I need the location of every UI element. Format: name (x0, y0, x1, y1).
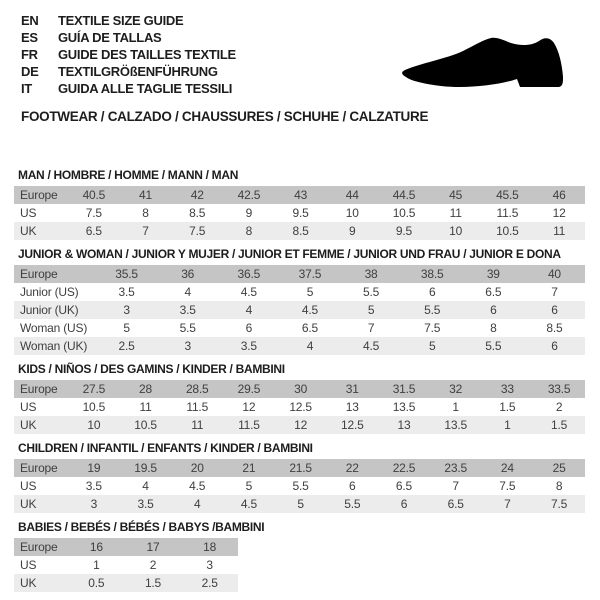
size-value: 7 (142, 224, 149, 238)
size-value: 39 (486, 267, 500, 281)
size-value: 42 (190, 188, 204, 202)
language-title: TEXTILE SIZE GUIDE (58, 13, 184, 28)
size-value: 40 (547, 267, 561, 281)
table-row (14, 283, 585, 301)
size-value: 17 (146, 540, 160, 554)
size-value: 45 (449, 188, 463, 202)
size-value: 4.5 (240, 497, 257, 511)
size-value: 5.5 (179, 321, 196, 335)
size-value: 37.5 (298, 267, 322, 281)
size-value: 3.5 (118, 285, 135, 299)
size-value: 10.5 (82, 400, 106, 414)
table-row (14, 319, 585, 337)
size-table (14, 186, 585, 240)
table-row (14, 416, 585, 434)
size-value: 4 (193, 497, 201, 511)
size-value: 3 (184, 339, 191, 353)
size-value: 8.5 (189, 206, 206, 220)
size-value: 16 (89, 540, 103, 554)
size-table (14, 380, 585, 434)
size-value: 4 (142, 479, 149, 493)
size-value: 7 (551, 285, 558, 299)
size-value: 8.5 (292, 224, 309, 238)
size-value: 5.5 (363, 285, 380, 299)
row-label: Europe (20, 382, 58, 396)
size-value: 30 (294, 382, 308, 396)
size-value: 42.5 (237, 188, 261, 202)
size-value: 9 (349, 224, 356, 238)
size-value: 22 (345, 461, 359, 475)
size-value: 6 (400, 497, 408, 511)
size-value: 7.5 (85, 206, 102, 220)
size-table (14, 459, 585, 513)
size-value: 35.5 (115, 267, 138, 281)
size-value: 6.5 (447, 497, 464, 511)
table-row (14, 459, 585, 477)
size-value: 6 (551, 303, 558, 317)
row-label: Junior (US) (20, 285, 79, 299)
row-label: Junior (UK) (20, 303, 79, 317)
size-value: 44.5 (392, 188, 416, 202)
category-line: FOOTWEAR / CALZADO / CHAUSSURES / SCHUHE / CALZATURE (21, 109, 429, 124)
size-value: 4.5 (363, 339, 380, 353)
size-value: 7.5 (551, 497, 568, 511)
size-value: 40.5 (82, 188, 106, 202)
size-value: 12.5 (341, 418, 364, 432)
table-row (14, 204, 585, 222)
size-value: 11 (449, 206, 462, 220)
language-title: GUÍA DE TALLAS (58, 30, 162, 45)
table-row (14, 477, 585, 495)
size-value: 3 (90, 497, 98, 511)
size-table-section (14, 521, 585, 592)
size-value: 5.5 (292, 479, 309, 493)
size-value: 5 (297, 497, 304, 511)
size-value: 6.5 (485, 285, 502, 299)
size-value: 19.5 (134, 461, 157, 475)
size-value: 19 (87, 461, 101, 475)
language-title: GUIDA ALLE TAGLIE TESSILI (58, 81, 233, 96)
table-row (14, 186, 585, 204)
table-row (14, 380, 585, 398)
size-value: 9.5 (292, 206, 309, 220)
size-value: 45.5 (496, 188, 519, 202)
size-value: 5 (306, 285, 314, 299)
table-title: MAN / HOMBRE / HOMME / MANN / MAN (18, 168, 239, 182)
table-row (14, 495, 585, 513)
size-value: 2 (555, 400, 563, 414)
size-value: 8 (142, 206, 149, 220)
size-value: 9.5 (395, 224, 413, 238)
size-value: 10.5 (134, 418, 157, 432)
size-value: 41 (139, 188, 152, 202)
table-title: BABIES / BEBÉS / BÉBÉS / BABYS /BAMBINI (18, 520, 265, 534)
size-value: 5.5 (485, 339, 502, 353)
size-value: 44 (345, 188, 359, 202)
size-value: 5.5 (424, 303, 441, 317)
size-value: 31.5 (392, 382, 416, 396)
row-label: US (20, 558, 37, 572)
size-value: 7 (367, 321, 375, 335)
size-value: 2 (149, 558, 157, 572)
table-title: JUNIOR & WOMAN / JUNIOR Y MUJER / JUNIOR ET FEMME / JUNIOR UND FRAU / JUNIOR E DONA (18, 247, 561, 261)
size-value: 3.5 (85, 479, 102, 493)
size-value: 11.5 (496, 206, 519, 220)
size-value: 8 (245, 224, 253, 238)
language-code: DE (21, 64, 39, 79)
size-value: 7 (452, 479, 459, 493)
size-value: 31 (345, 382, 359, 396)
row-label: UK (20, 497, 37, 511)
size-value: 11.5 (186, 400, 209, 414)
size-value: 3 (123, 303, 130, 317)
size-value: 10 (87, 418, 101, 432)
table-row (14, 398, 585, 416)
size-value: 1.5 (551, 418, 568, 432)
row-label: US (20, 400, 37, 414)
size-value: 27.5 (82, 382, 106, 396)
size-table-section (14, 248, 585, 355)
size-value: 7 (504, 497, 511, 511)
size-value: 36.5 (237, 267, 261, 281)
size-value: 1.5 (144, 576, 162, 590)
row-label: Woman (UK) (20, 339, 88, 353)
size-value: 38.5 (420, 267, 444, 281)
size-table (14, 265, 585, 355)
size-value: 4 (245, 303, 253, 317)
size-value: 4.5 (240, 285, 257, 299)
table-row (14, 574, 238, 592)
row-label: Europe (20, 267, 58, 281)
size-value: 46 (552, 188, 566, 202)
size-value: 32 (449, 382, 463, 396)
size-value: 18 (203, 540, 217, 554)
size-value: 33.5 (547, 382, 571, 396)
size-value: 21.5 (289, 461, 312, 475)
size-value: 11.5 (238, 418, 260, 432)
size-value: 4 (184, 285, 191, 299)
size-value: 7.5 (189, 224, 206, 238)
size-value: 6 (490, 303, 497, 317)
size-value: 1 (504, 418, 511, 432)
table-row (14, 301, 585, 319)
size-value: 7.5 (424, 321, 441, 335)
size-value: 13 (397, 418, 411, 432)
size-value: 3.5 (137, 497, 154, 511)
size-value: 10 (449, 224, 463, 238)
table-row (14, 222, 585, 240)
size-value: 29.5 (237, 382, 261, 396)
size-value: 6.5 (301, 321, 318, 335)
size-value: 2.5 (118, 339, 135, 353)
size-table-section (14, 363, 585, 434)
size-value: 4.5 (301, 303, 318, 317)
size-value: 9 (245, 206, 253, 220)
language-title: TEXTILGRÖßENFÜHRUNG (58, 64, 218, 79)
table-row (14, 337, 585, 355)
size-value: 21 (242, 461, 256, 475)
size-value: 12 (242, 400, 256, 414)
language-code: EN (21, 13, 39, 28)
size-value: 6 (245, 321, 253, 335)
language-code: FR (21, 47, 38, 62)
size-value: 11 (553, 224, 566, 238)
size-value: 4 (306, 339, 314, 353)
language-row-en (21, 12, 585, 29)
size-value: 11 (139, 400, 152, 414)
size-table (14, 538, 238, 592)
size-value: 13.5 (392, 400, 416, 414)
size-value: 1.5 (499, 400, 516, 414)
guide-header (14, 0, 585, 124)
size-value: 6.5 (395, 479, 413, 493)
table-row (14, 265, 585, 283)
language-code: IT (21, 81, 32, 96)
language-title: GUIDE DES TAILLES TEXTILE (58, 47, 236, 62)
size-value: 12 (294, 418, 308, 432)
size-value: 6.5 (85, 224, 102, 238)
size-value: 5 (428, 339, 436, 353)
size-value: 5 (245, 479, 253, 493)
size-value: 3 (206, 558, 213, 572)
size-value: 20 (190, 461, 204, 475)
size-value: 8 (555, 479, 563, 493)
size-value: 5 (367, 303, 375, 317)
language-code: ES (21, 30, 38, 45)
row-label: UK (20, 576, 37, 590)
size-value: 1 (93, 558, 100, 572)
size-value: 10.5 (496, 224, 519, 238)
size-value: 2.5 (201, 576, 218, 590)
size-value: 1 (452, 400, 459, 414)
row-label: UK (20, 224, 37, 238)
size-value: 8 (490, 321, 497, 335)
size-value: 36 (181, 267, 195, 281)
size-value: 22.5 (392, 461, 416, 475)
size-value: 13.5 (444, 418, 467, 432)
size-value: 11 (191, 418, 204, 432)
size-value: 7.5 (499, 479, 516, 493)
size-value: 38 (364, 267, 378, 281)
table-title: KIDS / NIÑOS / DES GAMINS / KINDER / BAMBINI (18, 362, 285, 376)
size-value: 33 (500, 382, 514, 396)
size-value: 10 (345, 206, 359, 220)
size-value: 3.5 (240, 339, 257, 353)
size-value: 23.5 (444, 461, 467, 475)
size-value: 5 (123, 321, 130, 335)
row-label: UK (20, 418, 37, 432)
size-value: 0.5 (88, 576, 105, 590)
size-value: 5.5 (344, 497, 361, 511)
row-label: US (20, 479, 37, 493)
size-table-section (14, 442, 585, 513)
table-row (14, 538, 238, 556)
size-value: 13 (345, 400, 359, 414)
row-label: Woman (US) (20, 321, 88, 335)
table-row (14, 556, 238, 574)
size-value: 24 (500, 461, 514, 475)
row-label: Europe (20, 461, 58, 475)
size-value: 12.5 (289, 400, 312, 414)
size-value: 6 (349, 479, 356, 493)
row-label: Europe (20, 188, 58, 202)
row-label: Europe (20, 540, 58, 554)
size-value: 12 (552, 206, 566, 220)
size-value: 43 (294, 188, 308, 202)
size-value: 4.5 (189, 479, 206, 493)
row-label: US (20, 206, 37, 220)
size-value: 10.5 (392, 206, 416, 220)
size-value: 25 (552, 461, 566, 475)
size-value: 8.5 (546, 321, 563, 335)
size-value: 6 (551, 339, 558, 353)
size-value: 28 (139, 382, 152, 396)
size-value: 3.5 (179, 303, 196, 317)
size-value: 6 (428, 285, 436, 299)
shoe-icon (400, 37, 568, 90)
size-value: 28.5 (185, 382, 209, 396)
size-table-section (14, 169, 585, 240)
table-title: CHILDREN / INFANTIL / ENFANTS / KINDER / BAMBINI (18, 441, 313, 455)
size-tables (14, 169, 585, 592)
